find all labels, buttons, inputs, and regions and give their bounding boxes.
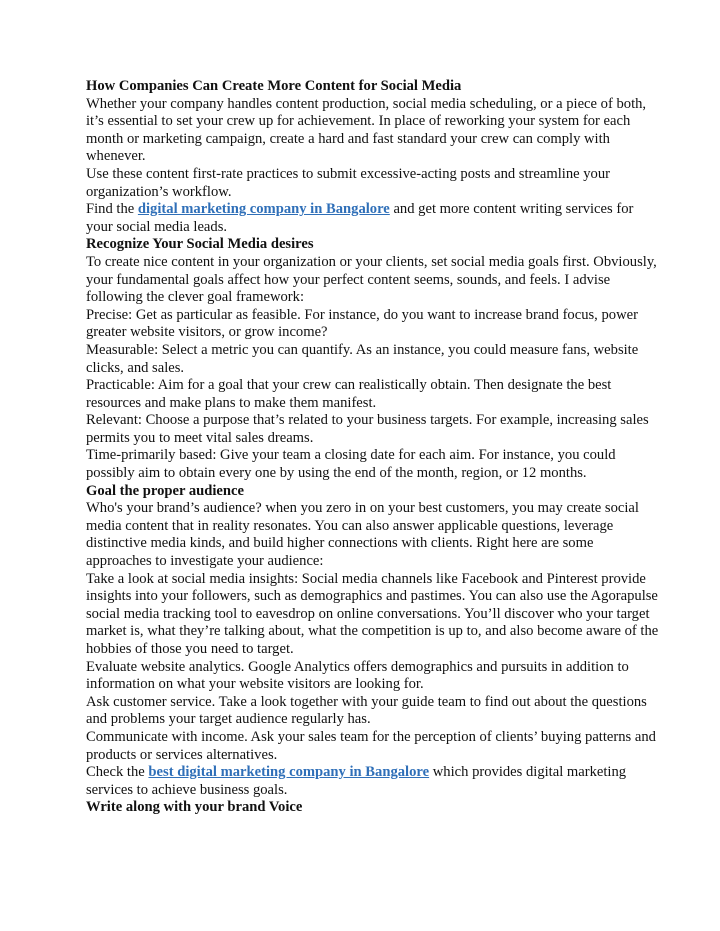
section-2-paragraph: Evaluate website analytics. Google Analytics offers demographics and pursuits in addition to information on what your website visitors are looking for.: [86, 658, 629, 693]
section-1-paragraph: Measurable: Select a metric you can quantify. As an instance, you could measure fans, website clicks, and sales.: [86, 341, 639, 376]
digital-marketing-company-link[interactable]: digital marketing company in Bangalore: [137, 201, 390, 218]
section-1-paragraph: Precise: Get as particular as feasible. For instance, do you want to increase brand focus, power greater website visitors, or grow income?: [86, 306, 638, 341]
section-1-paragraph: Practicable: Aim for a goal that your crew can realistically obtain. Then designate the best resources and make plans to make them manifest.: [86, 377, 612, 411]
best-digital-marketing-company-link[interactable]: best digital marketing company in Bangalore: [148, 764, 430, 781]
link-paragraph-1: [86, 201, 660, 236]
section-3-heading: Write along with your brand Voice: [86, 799, 303, 816]
link-paragraph-1-before: Find the: [86, 201, 138, 218]
section-2-heading: Goal the proper audience: [86, 482, 244, 499]
section-2-paragraph: Ask customer service. Take a look together with your guide team to find out about the questions and problems your target audience regularly has.: [86, 693, 647, 728]
section-1-paragraph: To create nice content in your organization or your clients, set social media goals first. Obviously, your fundamental goals affect how your perfect content seems, sounds, and feels. I advise following the clever goal framework:: [86, 253, 657, 306]
section-1-paragraph: Time-primarily based: Give your team a closing date for each aim. For instance, you could possibly aim to obtain every one by using the end of the month, region, or 12 months.: [86, 447, 616, 482]
link-paragraph-2: [86, 764, 660, 799]
section-2-paragraph: Take a look at social media insights: Social media channels like Facebook and Pinterest provide insights into your followers, such as demographics and pastimes. You can also use the Agorapulse social media tracking tool to eavesdrop on online conversations. You’ll discover who your target market is, what they’re talking about, what the competition is up to, and also become aware of the hobbies of those you need to target.: [86, 570, 659, 657]
section-2-paragraph: Who's your brand’s audience? when you zero in on your best customers, you may create social media content that in reality resonates. You can also answer applicable questions, leverage distinctive media kinds, and build higher connections with clients. Right here are some approaches to investigate your audience:: [86, 500, 639, 570]
link-paragraph-2-before: Check the: [86, 764, 149, 781]
document-title: How Companies Can Create More Content for Social Media: [86, 78, 462, 94]
section-2-paragraph: Communicate with income. Ask your sales team for the perception of clients’ buying patterns and products or services alternatives.: [86, 728, 656, 763]
section-1-heading: Recognize Your Social Media desires: [86, 236, 314, 253]
intro-paragraph-1: Whether your company handles content production, social media scheduling, or a piece of both, it’s essential to set your crew up for achievement. In place of reworking your system for each month or marketing campaign, create a hard and fast standard your crew can comply with whenever.: [86, 95, 647, 165]
section-1-paragraph: Relevant: Choose a purpose that’s related to your business targets. For example, increasing sales permits you to meet vital sales dreams.: [86, 412, 649, 446]
link-paragraph-2-after: which provides digital marketing services to achieve business goals.: [86, 764, 627, 798]
link-paragraph-1-after: and get more content writing services for your social media leads.: [86, 201, 634, 235]
intro-paragraph-2: Use these content first-rate practices to submit excessive-acting posts and streamline your organization’s workflow.: [86, 165, 610, 200]
